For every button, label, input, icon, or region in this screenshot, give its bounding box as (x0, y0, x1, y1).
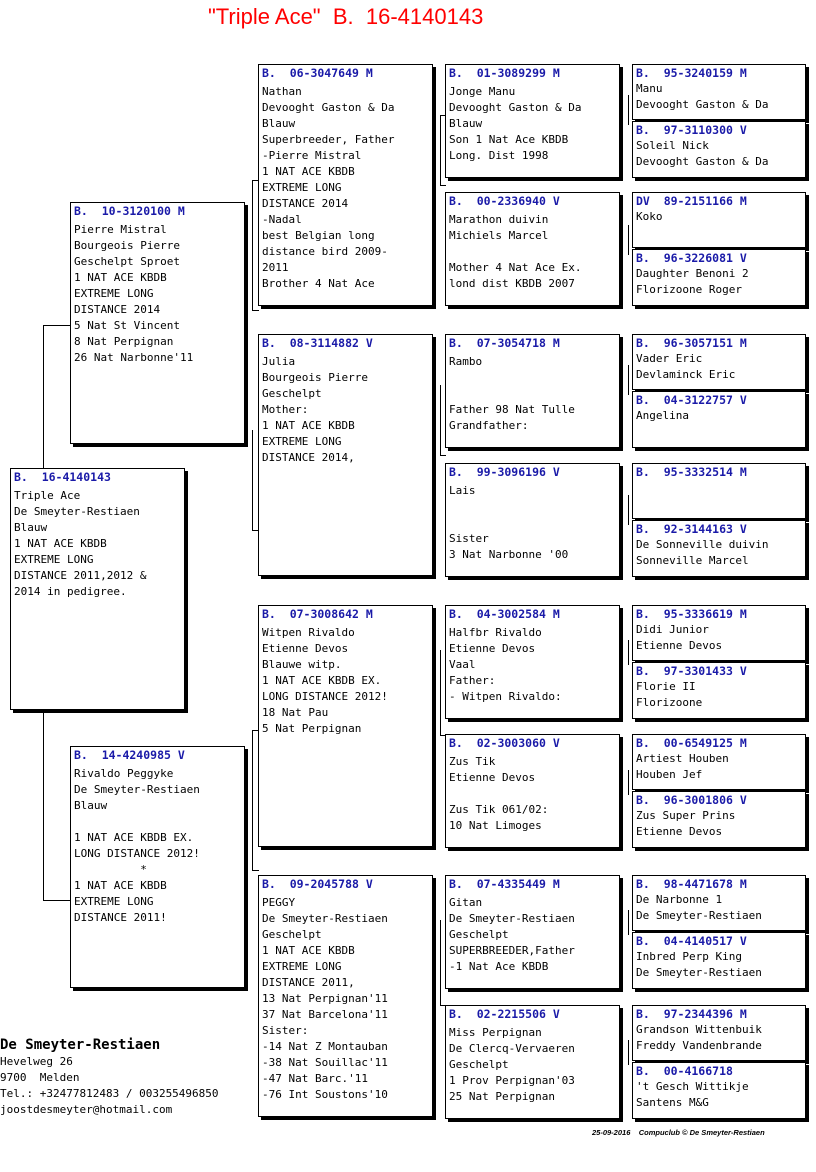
card-lines (446, 621, 619, 705)
card-line: De Smeyter-Restiaen (636, 966, 762, 979)
ring-number: B. 04-3122757 V (636, 393, 747, 407)
ring-number: B. 00-2336940 V (449, 194, 560, 208)
owner-name: De Smeyter-Restiaen (0, 1037, 161, 1053)
card-line: Vaal (449, 658, 476, 671)
card-line: De Smeyter-Restiaen (74, 783, 200, 796)
connector-line (440, 185, 446, 186)
card-line (74, 814, 241, 830)
connector-line (628, 770, 629, 795)
connector-line (252, 730, 253, 870)
card-line: Sonneville Marcel (636, 554, 749, 567)
card-line: EXTREME LONG (262, 181, 342, 194)
card-line (449, 786, 616, 802)
pedigree-card-dam (70, 746, 245, 988)
card-line: De Narbonne 1 (636, 893, 723, 906)
ring-number: B. 92-3144163 V (636, 522, 747, 536)
card-line: 1 NAT ACE KBDB (262, 944, 355, 957)
card-line: Geschelpt Sproet (74, 255, 180, 268)
card-line: Geschelpt (449, 928, 509, 941)
ring-number: B. 98-4471678 M (636, 877, 747, 891)
card-lines (11, 484, 184, 600)
card-lines (633, 948, 805, 981)
card-line: Houben Jef (636, 768, 703, 781)
card-line: EXTREME LONG (262, 435, 342, 448)
card-line: Father: (449, 674, 496, 687)
connector-line (628, 95, 629, 125)
card-line: Halfbr Rivaldo (449, 626, 542, 639)
ring-number: B. 14-4240985 V (74, 748, 185, 762)
pedigree-card-ancestor (632, 334, 806, 390)
card-line: distance bird 2009- (262, 245, 388, 258)
card-line: Devooght Gaston & Da (449, 101, 582, 114)
card-line: Blauw (262, 117, 296, 130)
card-line: -Pierre Mistral (262, 149, 362, 162)
card-line: 5 Nat St Vincent (74, 319, 180, 332)
ring-number: B. 07-3054718 M (449, 336, 560, 350)
card-line: 1 Prov Perpignan'03 (449, 1074, 575, 1087)
card-line: Blauw (74, 799, 108, 812)
connector-line (628, 640, 629, 665)
card-line: Sister: (262, 1024, 309, 1037)
card-line: Blauwe witp. (262, 658, 342, 671)
connector-line (43, 325, 44, 468)
card-lines (446, 891, 619, 975)
pedigree-card-great-grandparent (445, 334, 620, 448)
pedigree-card-ancestor (632, 932, 806, 989)
card-lines (446, 479, 619, 563)
card-line: Triple Ace (14, 489, 81, 502)
card-lines (259, 80, 432, 292)
owner-phone: Tel.: +32477812483 / 003255496850 (0, 1087, 219, 1100)
card-lines (633, 137, 805, 170)
pedigree-card-ancestor (632, 605, 806, 661)
card-line: DISTANCE 2014 (74, 303, 161, 316)
owner-email: joostdesmeyter@hotmail.com (0, 1103, 173, 1116)
pedigree-card-grandparent (258, 605, 433, 847)
ring-number: B. 16-4140143 (14, 470, 111, 484)
card-line: DISTANCE 2014 (262, 197, 349, 210)
card-line: 37 Nat Barcelona'11 (262, 1008, 388, 1021)
card-lines (633, 80, 805, 113)
card-line: -47 Nat Barc.'11 (262, 1072, 368, 1085)
card-line: Gitan (449, 896, 483, 909)
card-line: 18 Nat Pau (262, 706, 329, 719)
pedigree-card-ancestor (632, 192, 806, 248)
card-line: Lais (449, 484, 476, 497)
pedigree-title: "Triple Ace" B. 16-4140143 (208, 4, 484, 29)
connector-line (440, 455, 446, 456)
card-line: -38 Nat Souillac'11 (262, 1056, 388, 1069)
pedigree-card-ancestor (632, 121, 806, 178)
pedigree-card-great-grandparent (445, 1005, 620, 1119)
pedigree-card-ancestor (632, 734, 806, 790)
card-line: Son 1 Nat Ace KBDB (449, 133, 569, 146)
card-line: Zus Super Prins (636, 809, 736, 822)
pedigree-card-grandparent (258, 334, 433, 576)
pedigree-card-ancestor (632, 791, 806, 848)
card-line: DISTANCE 2011,2012 & (14, 569, 147, 582)
card-line: Blauw (14, 521, 48, 534)
card-line: Devooght Gaston & Da (636, 155, 769, 168)
connector-line (628, 225, 629, 255)
owner-address (0, 1036, 219, 1118)
ring-number: B. 06-3047649 M (262, 66, 373, 80)
card-line: Devooght Gaston & Da (636, 98, 769, 111)
card-line: De Smeyter-Restiaen (636, 909, 762, 922)
ring-number: B. 10-3120100 M (74, 204, 185, 218)
card-line: Sister (449, 532, 489, 545)
card-line: Brother 4 Nat Ace (262, 277, 375, 290)
card-lines (633, 621, 805, 654)
ring-number: B. 95-3240159 M (636, 66, 747, 80)
connector-line (252, 310, 259, 311)
connector-line (440, 920, 441, 1005)
connector-line (252, 430, 253, 530)
ring-number: B. 95-3336619 M (636, 607, 747, 621)
card-line: Angelina (636, 409, 689, 422)
connector-line (440, 385, 441, 455)
connector-line (628, 910, 629, 935)
card-line: EXTREME LONG (74, 895, 154, 908)
pedigree-card-great-grandparent (445, 605, 620, 719)
card-lines (446, 1021, 619, 1105)
card-line: 13 Nat Perpignan'11 (262, 992, 388, 1005)
footer-credit: 25-09-2016 Compuclub © De Smeyter-Restiaen (592, 1128, 765, 1137)
card-lines (633, 678, 805, 711)
ring-number: B. 07-3008642 M (262, 607, 373, 621)
card-line: 25 Nat Perpignan (449, 1090, 555, 1103)
pedigree-card-ancestor (632, 875, 806, 931)
card-line: Freddy Vandenbrande (636, 1039, 762, 1052)
card-line: Marathon duivin (449, 213, 549, 226)
card-lines (259, 350, 432, 466)
card-lines (446, 750, 619, 834)
card-line: Mother 4 Nat Ace Ex. (449, 261, 582, 274)
connector-line (628, 495, 629, 525)
card-line: Michiels Marcel (449, 229, 549, 242)
card-lines (633, 891, 805, 924)
card-line: Bourgeois Pierre (262, 371, 368, 384)
card-line: DISTANCE 2011! (74, 911, 167, 924)
card-line: Etienne Devos (262, 642, 349, 655)
card-line: - Witpen Rivaldo: (449, 690, 562, 703)
card-line: Etienne Devos (636, 825, 723, 838)
card-line: Santens M&G (636, 1096, 709, 1109)
pedigree-card-great-grandparent (445, 64, 620, 178)
card-line: Manu (636, 82, 663, 95)
pedigree-card-ancestor (632, 520, 806, 577)
card-line: 1 NAT ACE KBDB (262, 419, 355, 432)
pedigree-card-ancestor (632, 391, 806, 448)
card-line (449, 386, 616, 402)
card-line: Geschelpt (262, 928, 322, 941)
card-line: Long. Dist 1998 (449, 149, 549, 162)
card-lines (71, 762, 244, 926)
card-lines (633, 1078, 805, 1111)
card-line: 1 NAT ACE KBDB (74, 879, 167, 892)
ring-number: B. 09-2045788 V (262, 877, 373, 891)
card-line: Grandfather: (449, 419, 529, 432)
ring-number: B. 97-2344396 M (636, 1007, 747, 1021)
card-line (449, 499, 616, 515)
card-line: 1 NAT ACE KBDB EX. (74, 831, 194, 844)
card-line: Geschelpt (449, 1058, 509, 1071)
card-line: De Smeyter-Restiaen (262, 912, 388, 925)
card-line: -Nadal (262, 213, 302, 226)
card-line: 2011 (262, 261, 289, 274)
ring-number: B. 07-4335449 M (449, 877, 560, 891)
pedigree-card-ancestor (632, 662, 806, 719)
card-line: Geschelpt (262, 387, 322, 400)
ring-number: B. 01-3089299 M (449, 66, 560, 80)
card-line: Daughter Benoni 2 (636, 267, 749, 280)
pedigree-card-sire (70, 202, 245, 444)
card-line: Miss Perpignan (449, 1026, 542, 1039)
card-line: De Clercq-Vervaeren (449, 1042, 575, 1055)
card-line: 1 NAT ACE KBDB (14, 537, 107, 550)
card-line: De Smeyter-Restiaen (14, 505, 140, 518)
card-line: EXTREME LONG (14, 553, 94, 566)
card-line: 10 Nat Limoges (449, 819, 542, 832)
card-lines (633, 265, 805, 298)
card-line: Florizoone Roger (636, 283, 742, 296)
ring-number: B. 00-4166718 (636, 1064, 733, 1078)
ring-number: B. 96-3057151 M (636, 336, 747, 350)
ring-number: B. 96-3226081 V (636, 251, 747, 265)
card-line: lond dist KBDB 2007 (449, 277, 575, 290)
card-line: Devooght Gaston & Da (262, 101, 395, 114)
card-line: Vader Eric (636, 352, 703, 365)
card-lines (446, 208, 619, 292)
pedigree-card-great-grandparent (445, 192, 620, 306)
card-lines (633, 1021, 805, 1054)
card-lines (633, 807, 805, 840)
card-line: Superbreeder, Father (262, 133, 395, 146)
card-line: 3 Nat Narbonne '00 (449, 548, 569, 561)
card-line: Pierre Mistral (74, 223, 167, 236)
ring-number: B. 95-3332514 M (636, 465, 747, 479)
card-line: Witpen Rivaldo (262, 626, 355, 639)
card-line: 2014 in pedigree. (14, 585, 127, 598)
pedigree-card-ancestor (632, 1062, 806, 1119)
card-line: SUPERBREEDER,Father (449, 944, 575, 957)
card-line: LONG DISTANCE 2012! (262, 690, 388, 703)
pedigree-card-grandparent (258, 875, 433, 1117)
card-line: -14 Nat Z Montauban (262, 1040, 388, 1053)
pedigree-card-ancestor (632, 463, 806, 519)
card-lines (633, 750, 805, 783)
card-line: Etienne Devos (636, 639, 723, 652)
card-line: Florizoone (636, 696, 703, 709)
pedigree-card-great-grandparent (445, 463, 620, 577)
pedigree-card-grandparent (258, 64, 433, 306)
pedigree-card-ancestor (632, 1005, 806, 1061)
card-line: -76 Int Soustons'10 (262, 1088, 388, 1101)
card-lines (633, 350, 805, 383)
card-line: Zus Tik (449, 755, 496, 768)
card-line: 5 Nat Perpignan (262, 722, 362, 735)
card-line: De Smeyter-Restiaen (449, 912, 575, 925)
card-line: Etienne Devos (449, 642, 536, 655)
card-line: Florie II (636, 680, 696, 693)
connector-line (43, 325, 71, 326)
card-line: Etienne Devos (449, 771, 536, 784)
connector-line (252, 870, 259, 871)
ring-number: B. 02-2215506 V (449, 1007, 560, 1021)
connector-line (252, 180, 253, 310)
pedigree-card-ancestor (632, 64, 806, 120)
card-line: Grandson Wittenbuik (636, 1023, 762, 1036)
card-line: 26 Nat Narbonne'11 (74, 351, 194, 364)
card-line: 't Gesch Wittikje (636, 1080, 749, 1093)
owner-street: Hevelweg 26 (0, 1055, 73, 1068)
card-line: Artiest Houben (636, 752, 729, 765)
owner-city: 9700 Melden (0, 1071, 80, 1084)
pedigree-card-great-grandparent (445, 875, 620, 989)
card-line: 1 NAT ACE KBDB (262, 165, 355, 178)
card-line: Koko (636, 210, 663, 223)
card-lines (446, 350, 619, 434)
pedigree-card-subject (10, 468, 185, 710)
card-line: Inbred Perp King (636, 950, 742, 963)
card-line: Nathan (262, 85, 302, 98)
card-line: 1 NAT ACE KBDB EX. (262, 674, 382, 687)
card-line: Didi Junior (636, 623, 709, 636)
connector-line (440, 650, 441, 735)
card-line: Devlaminck Eric (636, 368, 736, 381)
card-line: Mother: (262, 403, 309, 416)
connector-line (628, 365, 629, 395)
ring-number: B. 08-3114882 V (262, 336, 373, 350)
card-line (449, 244, 616, 260)
card-line: Jonge Manu (449, 85, 516, 98)
card-line (449, 370, 616, 386)
card-line: Zus Tik 061/02: (449, 803, 549, 816)
ring-number: B. 02-3003060 V (449, 736, 560, 750)
card-lines (633, 536, 805, 569)
card-line (449, 515, 616, 531)
card-line: best Belgian long (262, 229, 375, 242)
card-lines (446, 80, 619, 164)
ring-number: B. 96-3001806 V (636, 793, 747, 807)
ring-number: B. 00-6549125 M (636, 736, 747, 750)
card-line: Rambo (449, 355, 483, 368)
card-line: Blauw (449, 117, 483, 130)
connector-line (43, 900, 71, 901)
ring-number: B. 04-4140517 V (636, 934, 747, 948)
connector-line (43, 710, 44, 900)
card-lines (71, 218, 244, 366)
card-line: -1 Nat Ace KBDB (449, 960, 549, 973)
card-line: 1 NAT ACE KBDB (74, 271, 167, 284)
card-lines (633, 208, 805, 225)
card-line: 8 Nat Perpignan (74, 335, 174, 348)
card-line: Rivaldo Peggyke (74, 767, 174, 780)
card-line: LONG DISTANCE 2012! (74, 847, 200, 860)
card-lines (633, 407, 805, 424)
card-lines (633, 479, 805, 480)
card-line: EXTREME LONG (74, 287, 154, 300)
ring-number: B. 97-3110300 V (636, 123, 747, 137)
card-line: PEGGY (262, 896, 296, 909)
ring-number: B. 97-3301433 V (636, 664, 747, 678)
card-line: DISTANCE 2011, (262, 976, 355, 989)
card-line: EXTREME LONG (262, 960, 342, 973)
pedigree-card-ancestor (632, 249, 806, 306)
connector-line (628, 1040, 629, 1065)
card-line: Bourgeois Pierre (74, 239, 180, 252)
ring-number: B. 04-3002584 M (449, 607, 560, 621)
card-line: Father 98 Nat Tulle (449, 403, 575, 416)
card-line: Soleil Nick (636, 139, 709, 152)
card-line: De Sonneville duivin (636, 538, 769, 551)
ring-number: DV 89-2151166 M (636, 194, 747, 208)
connector-line (440, 115, 441, 185)
card-line: Julia (262, 355, 296, 368)
card-line: DISTANCE 2014, (262, 451, 355, 464)
ring-number: B. 99-3096196 V (449, 465, 560, 479)
card-lines (259, 891, 432, 1103)
card-lines (259, 621, 432, 737)
card-line: * (74, 863, 147, 876)
pedigree-card-great-grandparent (445, 734, 620, 848)
